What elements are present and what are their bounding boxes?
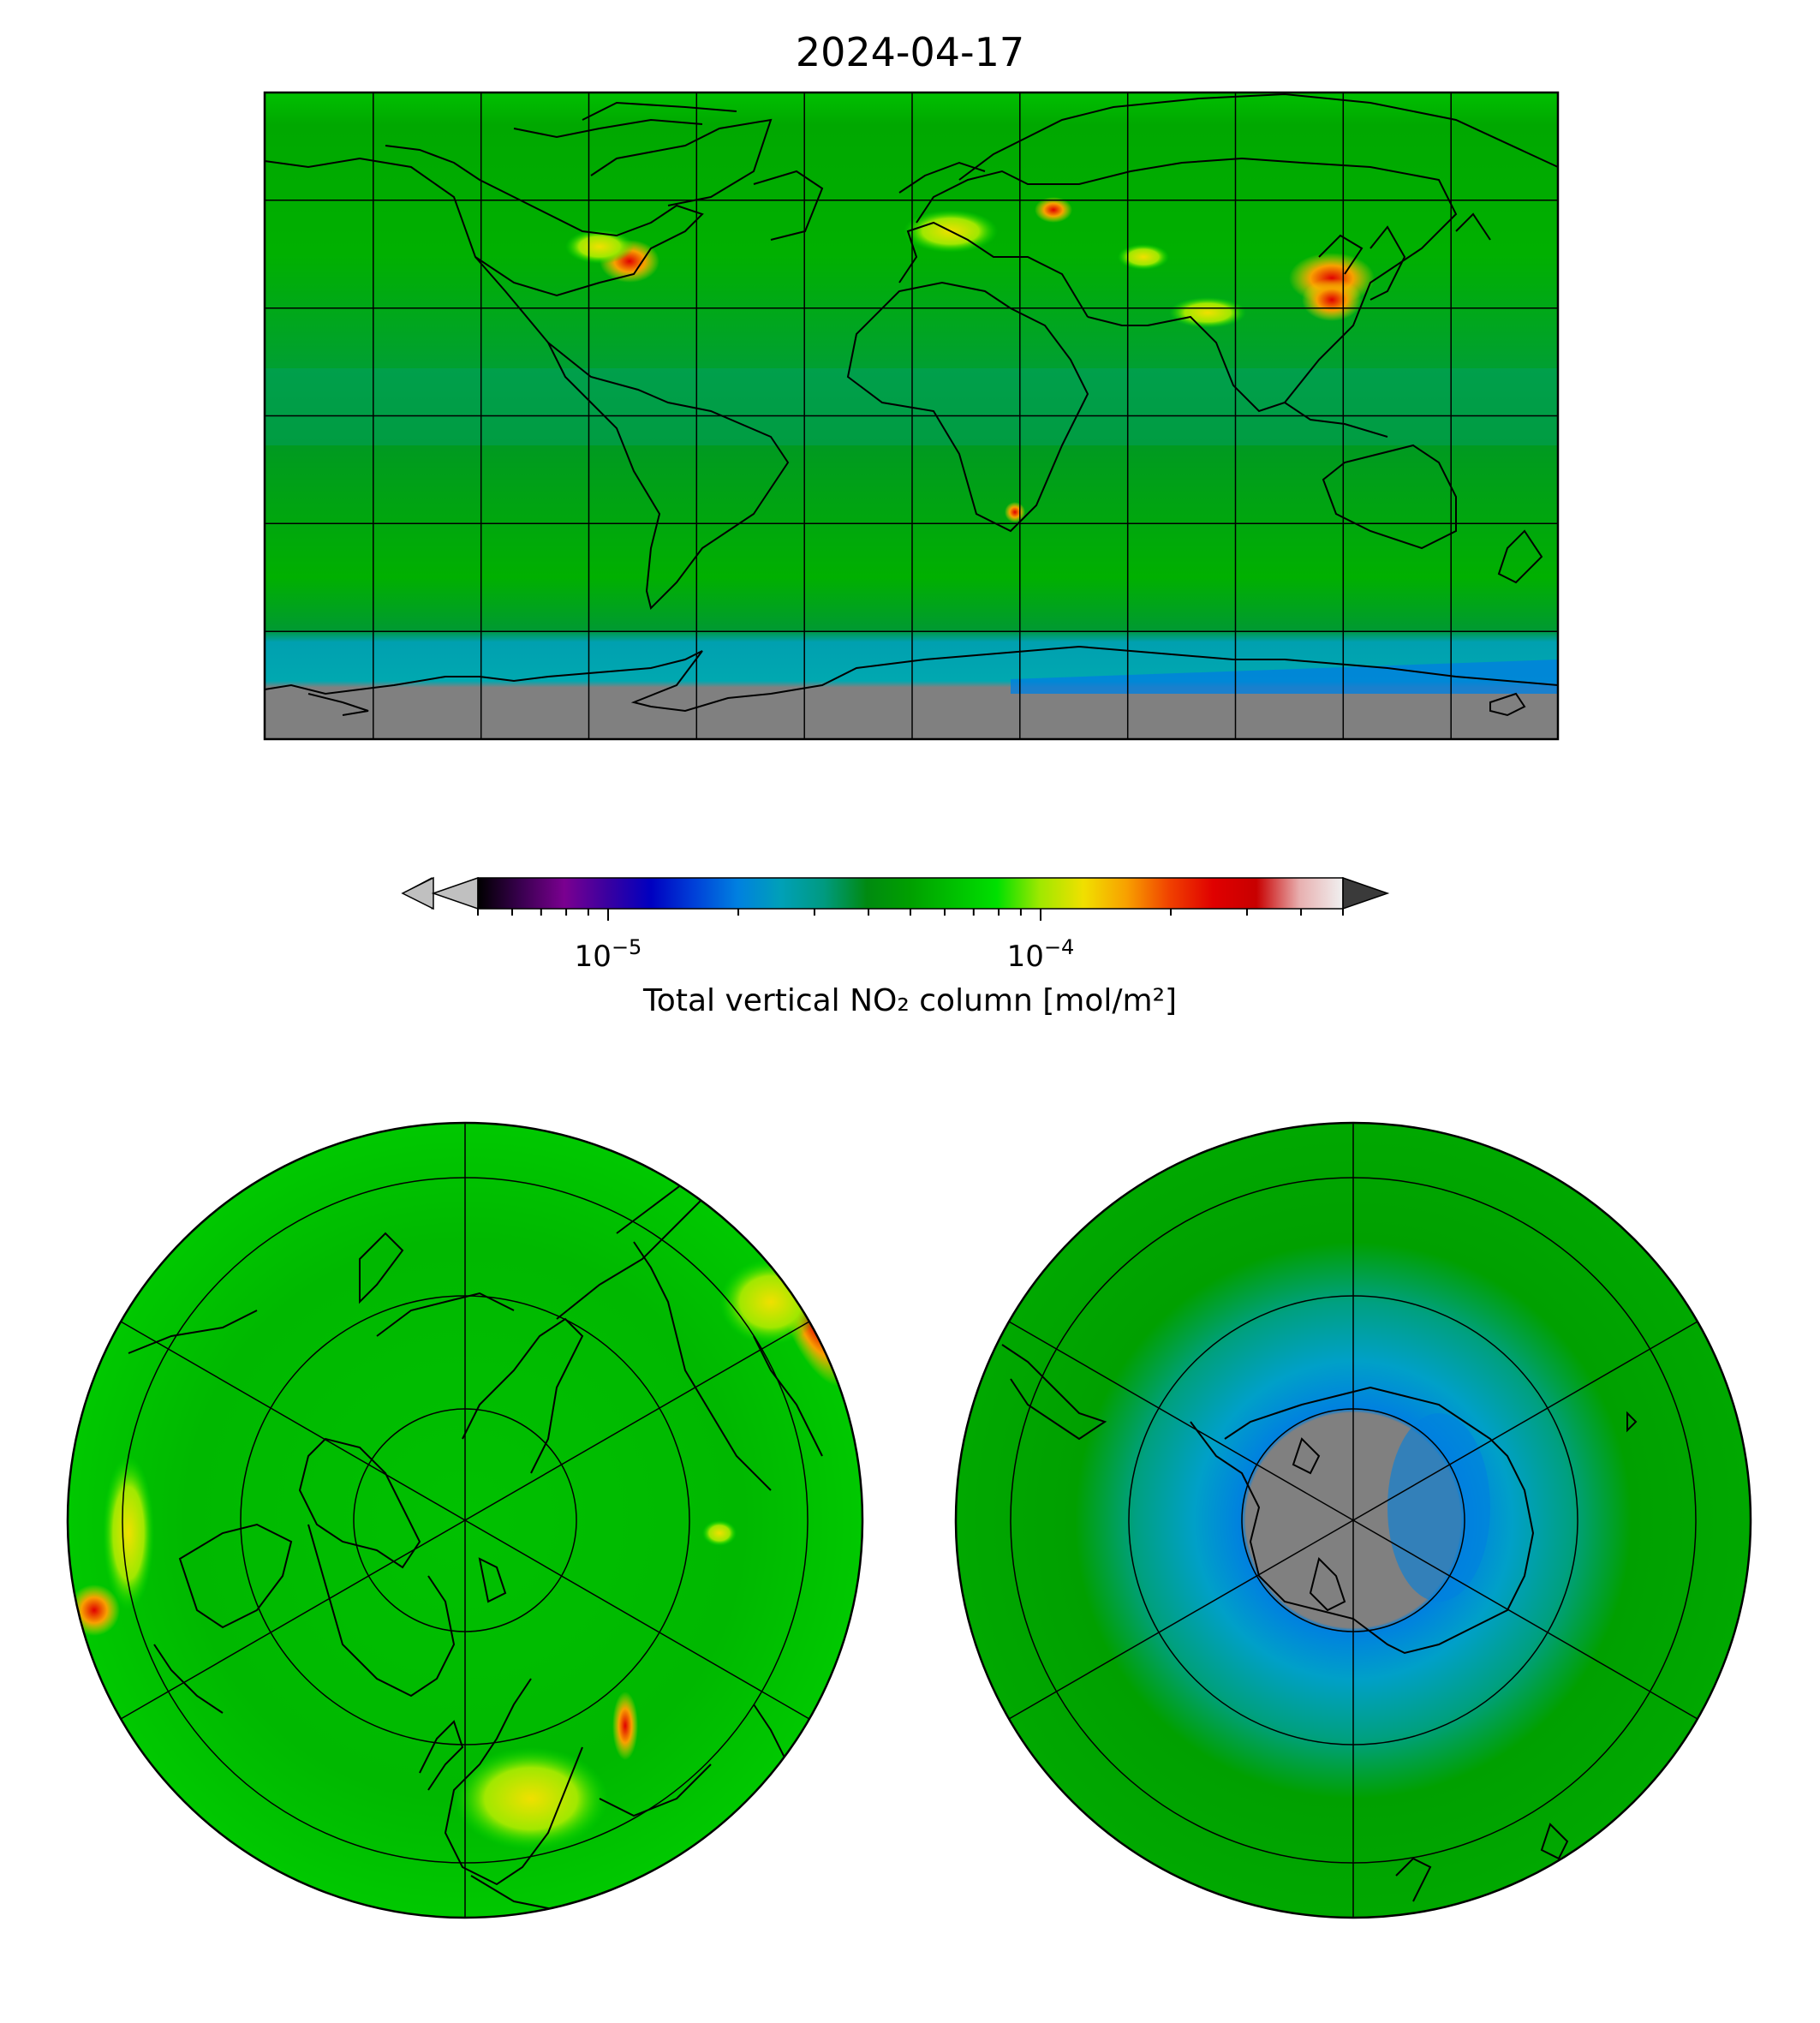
map-title: 2024-04-17 bbox=[795, 29, 1025, 75]
north-polar-map bbox=[68, 1028, 866, 1918]
north-hotspot-east-asia-yellow bbox=[719, 1259, 822, 1345]
north-hotspot-asia bbox=[702, 1520, 737, 1546]
hotspot-east-asia-2 bbox=[1302, 278, 1362, 321]
colorbar bbox=[403, 878, 1387, 974]
south-low-no2-east bbox=[1387, 1413, 1490, 1602]
hotspot-us-midwest bbox=[565, 230, 634, 264]
colorbar-gradient bbox=[478, 878, 1343, 909]
south-polar-map bbox=[956, 1123, 1751, 1918]
colorbar-ticks bbox=[478, 909, 1343, 921]
colorbar-over-extension bbox=[1343, 878, 1387, 909]
north-hotspot-europe bbox=[454, 1747, 608, 1850]
colorbar-tick-label-1e-5: $10^{-5}$ bbox=[574, 935, 642, 974]
hotspot-central-asia bbox=[1118, 244, 1169, 270]
colorbar-label: Total vertical NO₂ column [mol/m²] bbox=[642, 983, 1178, 1018]
colorbar-tick-label-1e-4: $10^{-4}$ bbox=[1006, 935, 1075, 974]
north-hotspot-moscow bbox=[612, 1692, 638, 1760]
hotspot-india bbox=[1169, 297, 1246, 328]
global-map bbox=[265, 92, 1558, 739]
